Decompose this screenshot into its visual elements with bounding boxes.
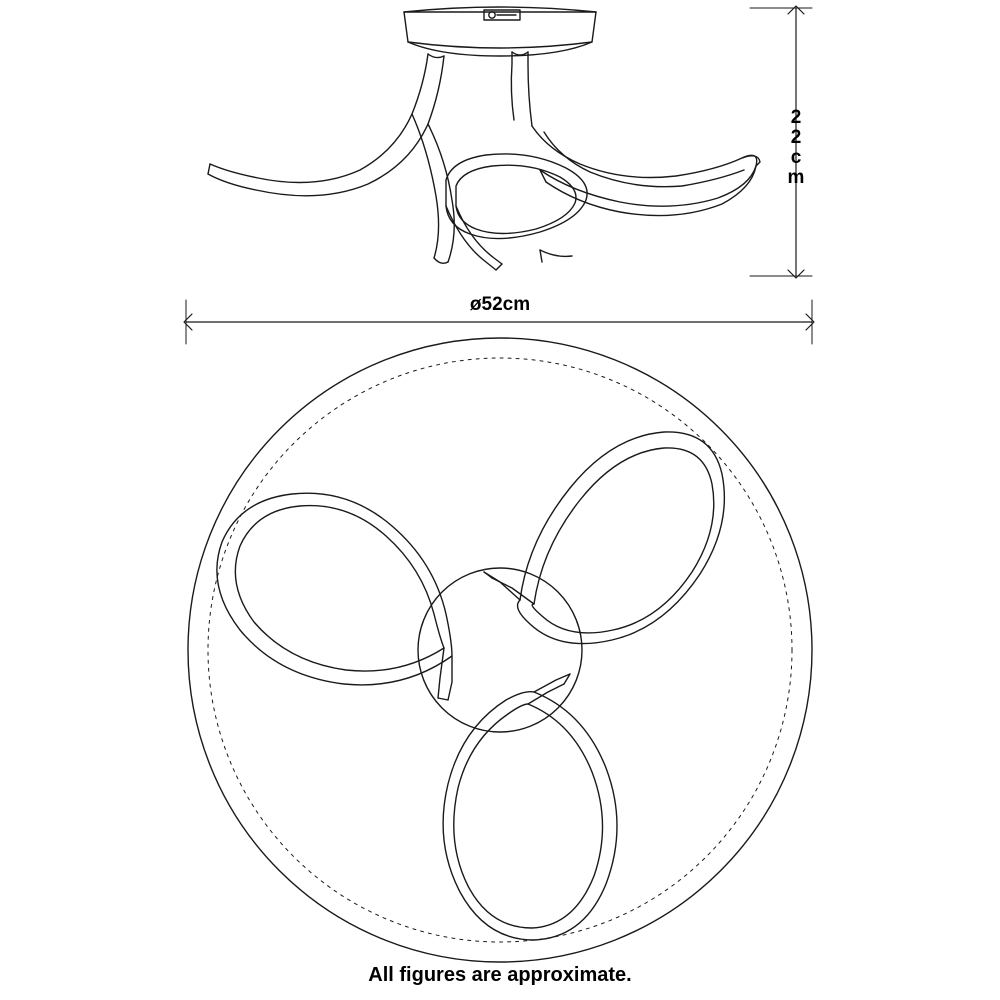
height-label-char: 2 xyxy=(790,126,802,148)
center-hub xyxy=(418,568,582,732)
height-label-char: m xyxy=(787,166,805,188)
front-ring xyxy=(446,154,587,270)
height-label-char: c xyxy=(790,146,802,168)
center-stem xyxy=(511,52,532,126)
mount-plate xyxy=(404,7,596,56)
envelope-inner-guide xyxy=(208,358,792,942)
envelope-circle xyxy=(188,338,812,962)
ring-left xyxy=(217,493,452,700)
diameter-dimension-label: ø52cm xyxy=(469,294,531,315)
ring-bottom xyxy=(443,674,617,940)
right-arm xyxy=(532,126,760,216)
height-dimension-label xyxy=(783,108,809,188)
ring-upper-right xyxy=(484,432,724,644)
center-detail xyxy=(540,250,572,262)
approximate-figures-note: All figures are approximate. xyxy=(368,964,632,986)
side-elevation-view xyxy=(208,7,760,270)
height-label-char: 2 xyxy=(790,107,802,128)
plan-view xyxy=(188,338,812,962)
left-arm xyxy=(208,54,454,263)
